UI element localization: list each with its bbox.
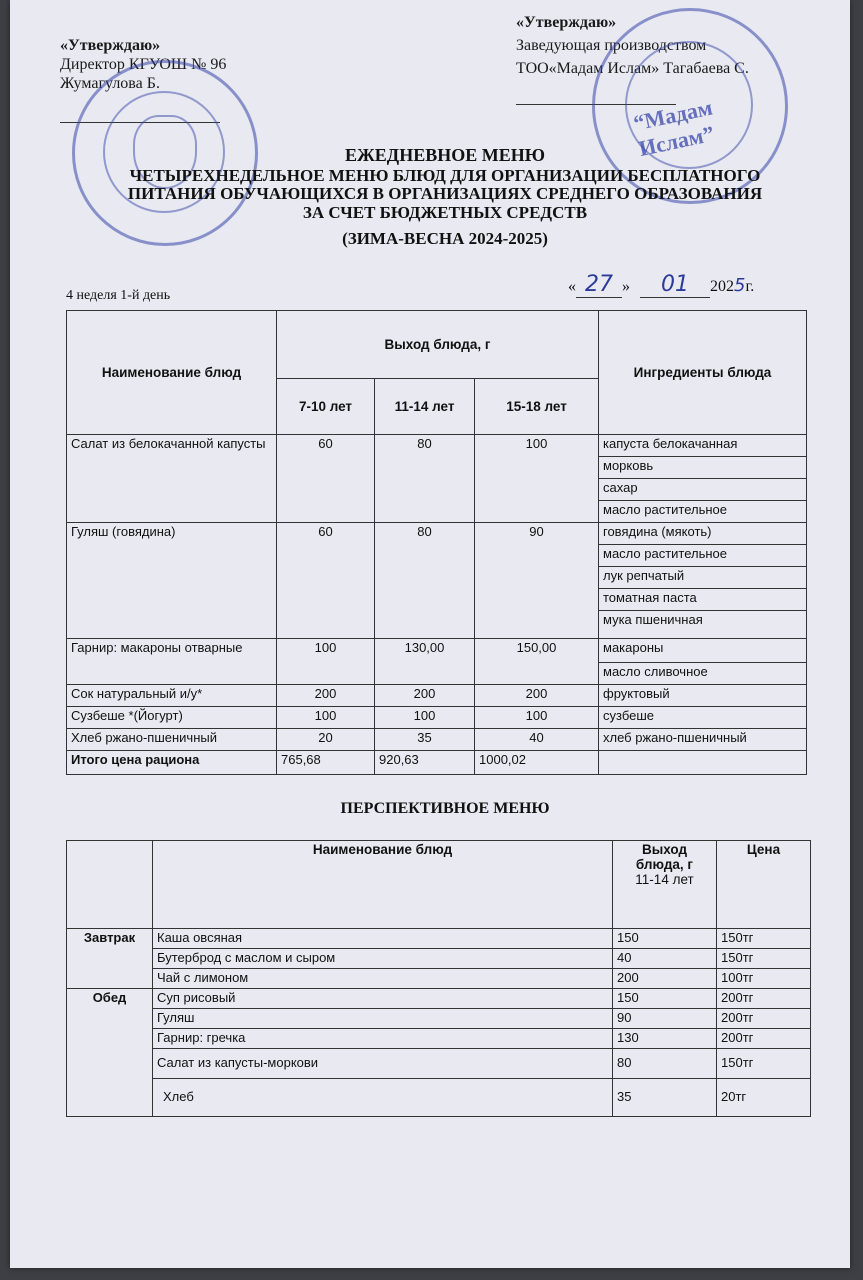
left-approve-label: «Утверждаю»	[60, 37, 161, 54]
dish-name: Салат из белокачанной капусты	[67, 435, 277, 523]
header-dish-name: Наименование блюд	[67, 311, 277, 435]
ingredient: томатная паста	[599, 589, 807, 611]
left-approver-title: Директор КГУОШ № 96	[60, 56, 227, 73]
dish-output-15-18: 40	[475, 729, 599, 751]
header-age-15-18: 15-18 лет	[475, 379, 599, 435]
table-row	[67, 1009, 811, 1029]
table-row	[67, 929, 811, 949]
title-line-2: ЧЕТЫРЕХНЕДЕЛЬНОЕ МЕНЮ БЛЮД ДЛЯ ОРГАНИЗАЦИИ БЕСПЛАТНОГО	[129, 166, 761, 185]
total-ingredients-empty	[599, 751, 807, 775]
table-row	[67, 1049, 811, 1079]
dish-output-7-10: 20	[277, 729, 375, 751]
ingredient: фруктовый	[599, 685, 807, 707]
persp-dish-price: 150тг	[717, 929, 811, 949]
dish-name: Гарнир: макароны отварные	[67, 639, 277, 685]
dish-output-11-14: 35	[375, 729, 475, 751]
date-day: 27	[585, 272, 613, 297]
date-close-quote: »	[622, 278, 630, 295]
dish-output-11-14: 80	[375, 435, 475, 523]
table-row	[67, 1029, 811, 1049]
dish-name: Гуляш (говядина)	[67, 523, 277, 639]
dish-output-7-10: 200	[277, 685, 375, 707]
persp-dish-price: 150тг	[717, 1049, 811, 1079]
date-year-digit: 5	[734, 275, 746, 296]
persp-dish-output: 80	[613, 1049, 717, 1079]
dish-output-15-18: 100	[475, 435, 599, 523]
header-persp-output	[613, 841, 717, 929]
dish-output-15-18: 100	[475, 707, 599, 729]
persp-dish-name: Чай с лимоном	[153, 969, 613, 989]
total-15-18: 1000,02	[475, 751, 599, 775]
header-ingredients: Ингредиенты блюда	[599, 311, 807, 435]
dish-output-11-14: 130,00	[375, 639, 475, 685]
ingredient: говядина (мякоть)	[599, 523, 807, 545]
persp-dish-output: 35	[613, 1079, 717, 1117]
persp-dish-output: 90	[613, 1009, 717, 1029]
persp-dish-price: 200тг	[717, 989, 811, 1009]
date-open-quote: «	[568, 278, 576, 295]
persp-dish-price: 200тг	[717, 1029, 811, 1049]
date-field	[568, 272, 818, 298]
total-11-14: 920,63	[375, 751, 475, 775]
persp-dish-price: 20тг	[717, 1079, 811, 1117]
document-page	[10, 0, 850, 1268]
ingredient: мука пшеничная	[599, 611, 807, 639]
ingredient: морковь	[599, 457, 807, 479]
persp-dish-name: Гарнир: гречка	[153, 1029, 613, 1049]
persp-dish-output: 130	[613, 1029, 717, 1049]
header-meal-empty	[67, 841, 153, 929]
dish-output-7-10: 60	[277, 523, 375, 639]
title-line-4: ЗА СЧЕТ БЮДЖЕТНЫХ СРЕДСТВ	[302, 203, 588, 222]
persp-dish-output: 200	[613, 969, 717, 989]
total-label: Итого цена рациона	[67, 751, 277, 775]
header-output: Выход блюда, г	[277, 311, 599, 379]
ingredient: масло растительное	[599, 501, 807, 523]
persp-dish-name: Бутерброд с маслом и сыром	[153, 949, 613, 969]
right-approve-label: «Утверждаю»	[516, 14, 617, 31]
title-line-1: ЕЖЕДНЕВНОЕ МЕНЮ	[345, 145, 545, 165]
table-row	[67, 707, 807, 729]
table-row	[67, 1079, 811, 1117]
persp-dish-price: 100тг	[717, 969, 811, 989]
ingredient: масло сливочное	[599, 663, 807, 685]
dish-output-11-14: 80	[375, 523, 475, 639]
dish-output-15-18: 90	[475, 523, 599, 639]
dish-name: Сузбеше *(Йогурт)	[67, 707, 277, 729]
total-row	[67, 751, 807, 775]
persp-dish-output: 40	[613, 949, 717, 969]
ingredient: лук репчатый	[599, 567, 807, 589]
header-age-7-10: 7-10 лет	[277, 379, 375, 435]
dish-output-7-10: 100	[277, 639, 375, 685]
week-day-label: 4 неделя 1-й день	[66, 288, 171, 303]
right-approver-name: ТОО«Мадам Ислам» Тагабаева С.	[516, 60, 749, 77]
table-row	[67, 639, 807, 663]
header-age-11-14: 11-14 лет	[375, 379, 475, 435]
table-row	[67, 969, 811, 989]
header-persp-output-label: Выход блюда, г	[635, 842, 694, 872]
table-row	[67, 685, 807, 707]
ingredient: сахар	[599, 479, 807, 501]
dish-name: Сок натуральный и/у*	[67, 685, 277, 707]
header-persp-price: Цена	[717, 841, 811, 929]
ingredient: хлеб ржано-пшеничный	[599, 729, 807, 751]
table-row	[67, 523, 807, 545]
perspective-menu-table	[66, 840, 811, 1117]
title-line-5: (ЗИМА-ВЕСНА 2024-2025)	[342, 229, 548, 248]
right-approver-title: Заведующая производством	[516, 37, 707, 54]
meal-breakfast: Завтрак	[67, 929, 153, 989]
persp-dish-price: 150тг	[717, 949, 811, 969]
table-row	[67, 729, 807, 751]
persp-dish-name: Гуляш	[153, 1009, 613, 1029]
dish-name: Хлеб ржано-пшеничный	[67, 729, 277, 751]
right-stamp-name: “Мадам Ислам”	[631, 94, 717, 162]
persp-dish-output: 150	[613, 989, 717, 1009]
dish-output-15-18: 200	[475, 685, 599, 707]
dish-output-7-10: 60	[277, 435, 375, 523]
persp-dish-output: 150	[613, 929, 717, 949]
meal-lunch: Обед	[67, 989, 153, 1117]
persp-dish-name: Салат из капусты-моркови	[153, 1049, 613, 1079]
persp-dish-name: Хлеб	[153, 1079, 613, 1117]
header-persp-age: 11-14 лет	[635, 872, 694, 887]
left-approver-name: Жумагулова Б.	[60, 75, 160, 92]
ingredient: сузбеше	[599, 707, 807, 729]
date-suffix: г.	[745, 278, 755, 295]
title-line-3: ПИТАНИЯ ОБУЧАЮЩИХСЯ В ОРГАНИЗАЦИЯХ СРЕДНЕГО ОБРАЗОВАНИЯ	[127, 184, 763, 203]
date-month: 01	[661, 272, 689, 297]
table-row	[67, 435, 807, 457]
daily-menu-table	[66, 310, 807, 775]
table-row	[67, 989, 811, 1009]
perspective-menu-title: ПЕРСПЕКТИВНОЕ МЕНЮ	[340, 800, 550, 817]
header-persp-dish-name: Наименование блюд	[153, 841, 613, 929]
ingredient: макароны	[599, 639, 807, 663]
ingredient: капуста белокачанная	[599, 435, 807, 457]
table-row	[67, 949, 811, 969]
dish-output-11-14: 100	[375, 707, 475, 729]
persp-dish-name: Каша овсяная	[153, 929, 613, 949]
dish-output-7-10: 100	[277, 707, 375, 729]
dish-output-11-14: 200	[375, 685, 475, 707]
persp-dish-price: 200тг	[717, 1009, 811, 1029]
total-7-10: 765,68	[277, 751, 375, 775]
date-year-prefix: 202	[710, 278, 734, 295]
ingredient: масло растительное	[599, 545, 807, 567]
dish-output-15-18: 150,00	[475, 639, 599, 685]
persp-dish-name: Суп рисовый	[153, 989, 613, 1009]
